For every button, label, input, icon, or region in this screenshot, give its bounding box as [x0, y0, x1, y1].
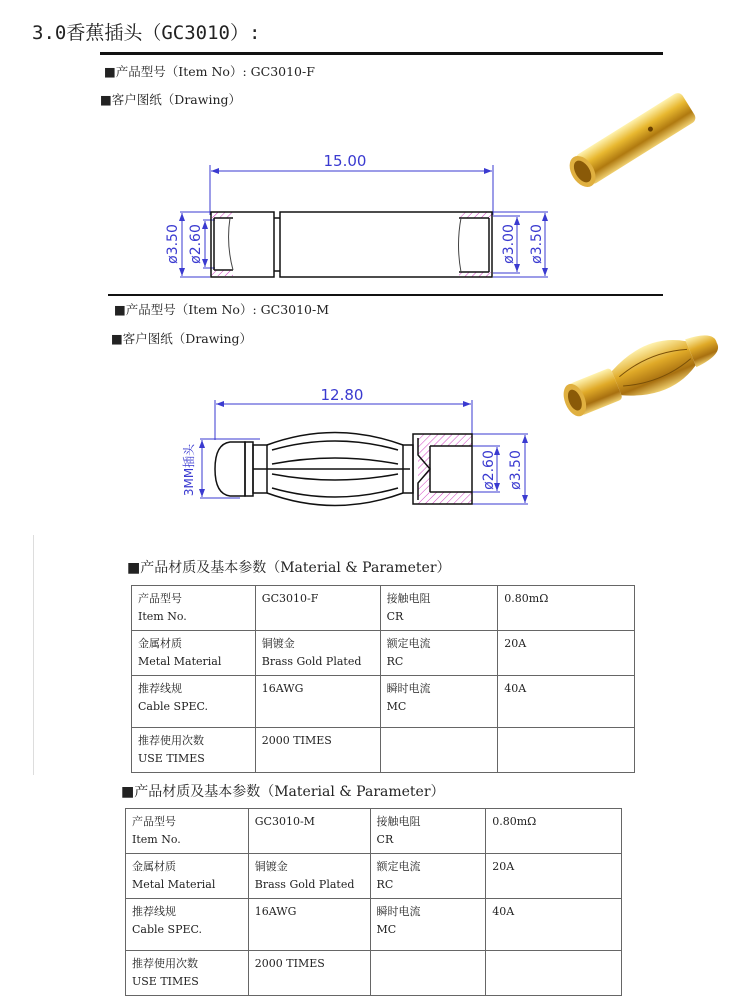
od-dimension: ø3.50	[508, 450, 524, 490]
divider	[108, 294, 663, 296]
cell-secondary-text	[387, 750, 492, 768]
cell-secondary-text	[504, 750, 628, 768]
cell-secondary-text	[504, 608, 628, 626]
cell-secondary-text: Metal Material	[132, 878, 216, 891]
table-cell	[498, 586, 635, 631]
table-cell	[132, 728, 256, 773]
table-row	[132, 586, 635, 631]
plug-dimension: 3MM插头	[182, 443, 196, 497]
cell-primary-text: GC3010-F	[261, 592, 319, 605]
female-item-label: ■产品型号（Item No）: GC3010-F	[104, 64, 315, 79]
cell-secondary-text	[377, 973, 480, 991]
page-title: 3.0香蕉插头（GC3010）:	[32, 22, 261, 44]
cell-primary-text	[504, 732, 628, 750]
cell-secondary-text	[262, 608, 374, 626]
cell-secondary-text	[504, 698, 628, 716]
table-cell	[255, 631, 380, 676]
cell-primary-text: 瞬时电流	[376, 905, 421, 918]
parameter-table-male	[125, 808, 622, 996]
cell-secondary-text: RC	[386, 655, 404, 668]
cell-secondary-text	[492, 876, 615, 894]
cell-secondary-text: CR	[386, 610, 404, 623]
cell-primary-text: 16AWG	[254, 905, 297, 918]
cell-primary-text: 接触电阻	[376, 815, 421, 828]
table-row	[126, 951, 622, 996]
male-drawing	[0, 370, 580, 520]
cell-secondary-text: MC	[386, 700, 407, 713]
table-cell	[380, 676, 498, 728]
table-cell	[370, 951, 486, 996]
table-cell	[248, 951, 370, 996]
female-drawing-label: ■客户图纸（Drawing）	[100, 92, 242, 107]
cell-primary-text	[492, 955, 615, 973]
table-cell	[486, 899, 622, 951]
table-cell	[380, 728, 498, 773]
cell-secondary-text	[492, 973, 615, 991]
cell-primary-text: GC3010-M	[254, 815, 315, 828]
table-cell	[498, 676, 635, 728]
cell-secondary-text	[262, 698, 374, 716]
cell-secondary-text	[255, 831, 364, 849]
table-2-heading: ■产品材质及基本参数（Material & Parameter）	[121, 784, 445, 800]
cell-secondary-text: RC	[376, 878, 394, 891]
cell-secondary-text	[492, 921, 615, 939]
cell-primary-text: 推荐线规	[132, 905, 176, 918]
cell-primary-text: 16AWG	[261, 682, 304, 695]
table-cell	[370, 854, 486, 899]
cell-secondary-text: USE TIMES	[132, 975, 199, 988]
table-cell	[132, 586, 256, 631]
cell-primary-text: 接触电阻	[386, 592, 431, 605]
table-cell	[498, 728, 635, 773]
cell-secondary-text: Brass Gold Plated	[254, 878, 355, 891]
divider	[100, 52, 663, 55]
od-left-dimension: ø3.50	[165, 224, 181, 264]
cell-primary-text: 2000 TIMES	[261, 734, 332, 747]
male-drawing-label: ■客户图纸（Drawing）	[111, 331, 253, 346]
cell-primary-text: 铜镀金	[261, 637, 295, 650]
cell-primary-text: 铜镀金	[254, 860, 288, 873]
table-cell	[248, 899, 370, 951]
table-cell	[498, 631, 635, 676]
cell-primary-text: 推荐线规	[138, 682, 182, 695]
table-cell	[248, 809, 370, 854]
id-right-dimension: ø3.00	[501, 224, 517, 264]
table-row	[126, 854, 622, 899]
cell-secondary-text	[255, 921, 364, 939]
table-cell	[370, 899, 486, 951]
table-cell	[486, 951, 622, 996]
table-cell	[255, 586, 380, 631]
male-connector-photo	[545, 320, 730, 430]
cell-primary-text: 20A	[492, 860, 515, 873]
cell-secondary-text: Cable SPEC.	[138, 700, 209, 713]
cell-primary-text	[377, 955, 480, 973]
cell-primary-text: 金属材质	[132, 860, 176, 873]
od-right-dimension: ø3.50	[529, 224, 545, 264]
cell-primary-text: 推荐使用次数	[138, 734, 204, 747]
length-dimension: 12.80	[320, 386, 364, 404]
table-cell	[380, 631, 498, 676]
table-cell	[126, 854, 249, 899]
table-cell	[486, 854, 622, 899]
cell-secondary-text: USE TIMES	[138, 752, 205, 765]
table-cell	[126, 809, 249, 854]
cell-secondary-text	[504, 653, 628, 671]
table-row	[126, 809, 622, 854]
table-cell	[255, 676, 380, 728]
cell-primary-text	[387, 732, 492, 750]
table-cell	[132, 676, 256, 728]
cell-secondary-text: Cable SPEC.	[132, 923, 203, 936]
table-cell	[126, 951, 249, 996]
cell-primary-text: 产品型号	[132, 815, 176, 828]
cell-primary-text: 金属材质	[138, 637, 182, 650]
cell-primary-text: 额定电流	[386, 637, 431, 650]
cell-secondary-text	[492, 831, 615, 849]
cell-secondary-text: Brass Gold Plated	[261, 655, 362, 668]
id-left-dimension: ø2.60	[188, 224, 204, 264]
male-item-label: ■产品型号（Item No）: GC3010-M	[114, 302, 330, 317]
cell-primary-text: 40A	[504, 682, 527, 695]
female-drawing	[0, 140, 580, 300]
table-cell	[132, 631, 256, 676]
table-cell	[380, 586, 498, 631]
table-cell	[486, 809, 622, 854]
cell-primary-text: 2000 TIMES	[254, 957, 325, 970]
cell-primary-text: 40A	[492, 905, 515, 918]
table-row	[132, 676, 635, 728]
cell-primary-text: 推荐使用次数	[132, 957, 198, 970]
table-row	[132, 728, 635, 773]
cell-secondary-text	[262, 750, 374, 768]
table-row	[126, 899, 622, 951]
table-cell	[126, 899, 249, 951]
female-connector-photo	[540, 90, 710, 200]
table-cell	[255, 728, 380, 773]
cell-secondary-text: CR	[376, 833, 394, 846]
cell-primary-text: 瞬时电流	[386, 682, 431, 695]
cell-primary-text: 产品型号	[138, 592, 182, 605]
cell-primary-text: 0.80mΩ	[492, 815, 537, 828]
cell-primary-text: 额定电流	[376, 860, 421, 873]
parameter-table-female	[131, 585, 635, 773]
table-cell	[370, 809, 486, 854]
table-row	[132, 631, 635, 676]
page-edge	[33, 535, 34, 775]
table-1-heading: ■产品材质及基本参数（Material & Parameter）	[127, 560, 451, 576]
cell-secondary-text: Item No.	[132, 833, 181, 846]
cell-primary-text: 0.80mΩ	[504, 592, 549, 605]
cell-secondary-text: Metal Material	[138, 655, 222, 668]
cell-primary-text: 20A	[504, 637, 527, 650]
cell-secondary-text: Item No.	[138, 610, 187, 623]
table-cell	[248, 854, 370, 899]
length-dimension: 15.00	[323, 152, 367, 170]
cell-secondary-text: MC	[376, 923, 397, 936]
id-dimension: ø2.60	[481, 450, 497, 490]
cell-secondary-text	[255, 973, 364, 991]
